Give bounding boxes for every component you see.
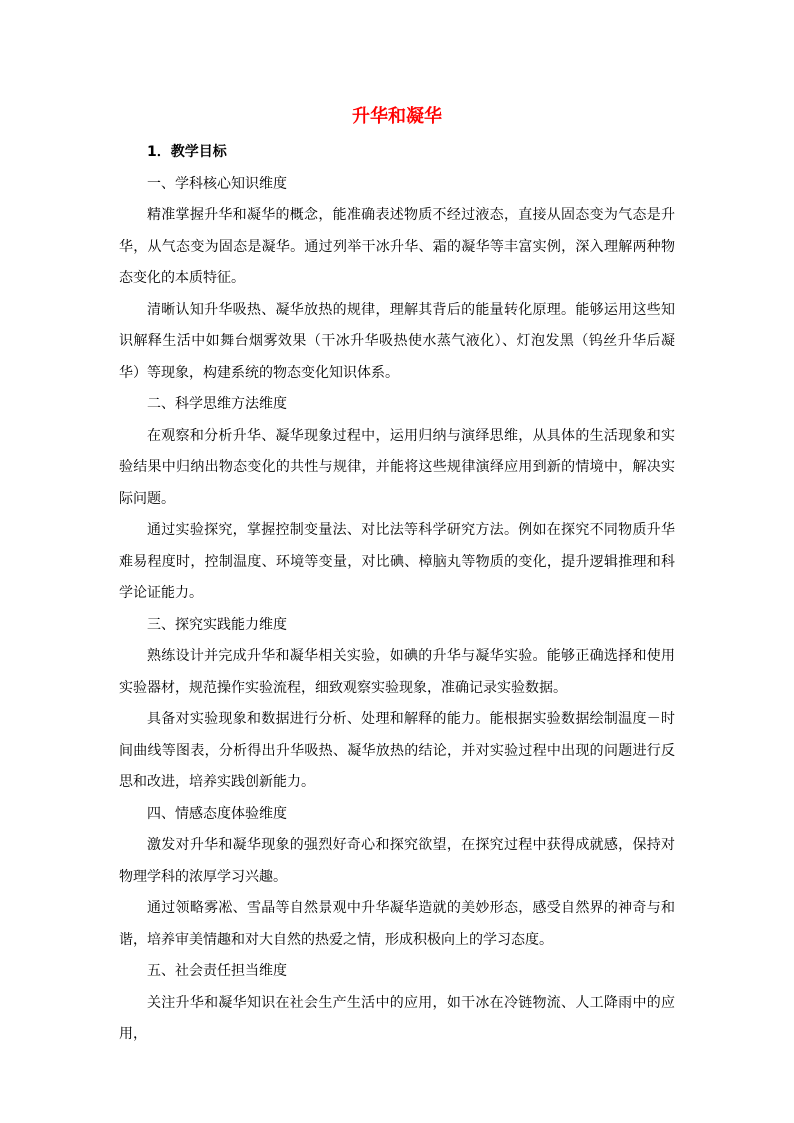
paragraph: 具备对实验现象和数据进行分析、处理和解释的能力。能根据实验数据绘制温度－时间曲线等图表，分析得出升华吸热、凝华放热的结论，并对实验过程中出现的问题进行反思和改进，培养实践创新能力。 [119, 711, 675, 790]
paragraph: 激发对升华和凝华现象的强烈好奇心和探究欲望，在探究过程中获得成就感，保持对物理学科的浓厚学习兴趣。 [119, 837, 675, 885]
paragraph: 熟练设计并完成升华和凝华相关实验，如碘的升华与凝华实验。能够正确选择和使用实验器材，规范操作实验流程，细致观察实验现象，准确记录实验数据。 [119, 648, 675, 696]
document-page [119, 100, 675, 1051]
paragraph: 精准掌握升华和凝华的概念，能准确表述物质不经过液态，直接从固态变为气态是升华，从气态变为固态是凝华。通过列举干冰升华、霜的凝华等丰富实例，深入理解两种物态变化的本质特征。 [119, 207, 675, 286]
dimension-knowledge [119, 169, 675, 390]
paragraph: 通过领略雾凇、雪晶等自然景观中升华凝华造就的美妙形态，感受自然界的神奇与和谐，培养审美情趣和对大自然的热爱之情，形成积极向上的学习态度。 [119, 900, 675, 948]
paragraph: 关注升华和凝华知识在社会生产生活中的应用，如干冰在冷链物流、人工降雨中的应用， [119, 994, 675, 1042]
document-title: 升华和凝华 [352, 106, 442, 127]
paragraph: 清晰认知升华吸热、凝华放热的规律，理解其背后的能量转化原理。能够运用这些知识解释生活中如舞台烟雾效果（干冰升华吸热使水蒸气液化）、灯泡发黑（钨丝升华后凝华）等现象，构建系统的物态变化知识体系。 [119, 301, 675, 381]
dimension-practice [119, 610, 675, 799]
paragraph: 在观察和分析升华、凝华现象过程中，运用归纳与演绎思维，从具体的生活现象和实验结果中归纳出物态变化的共性与规律，并能将这些规律演绎应用到新的情境中，解决实际问题。 [119, 427, 675, 507]
section-heading-teaching-goals: 1．教学目标 [147, 144, 227, 160]
paragraph: 通过实验探究，掌握控制变量法、对比法等科学研究方法。例如在探究不同物质升华难易程度时，控制温度、环境等变量，对比碘、樟脑丸等物质的变化，提升逻辑推理和科学论证能力。 [119, 522, 675, 601]
dimension-heading: 二、科学思维方法维度 [147, 396, 287, 412]
dimension-attitude [119, 799, 675, 957]
dimension-thinking [119, 389, 675, 610]
dimension-heading: 四、情感态度体验维度 [147, 805, 287, 822]
dimension-heading: 五、社会责任担当维度 [147, 963, 287, 979]
dimension-responsibility [119, 956, 675, 1051]
dimension-heading: 三、探究实践能力维度 [147, 616, 287, 633]
dimension-heading: 一、学科核心知识维度 [147, 175, 287, 192]
